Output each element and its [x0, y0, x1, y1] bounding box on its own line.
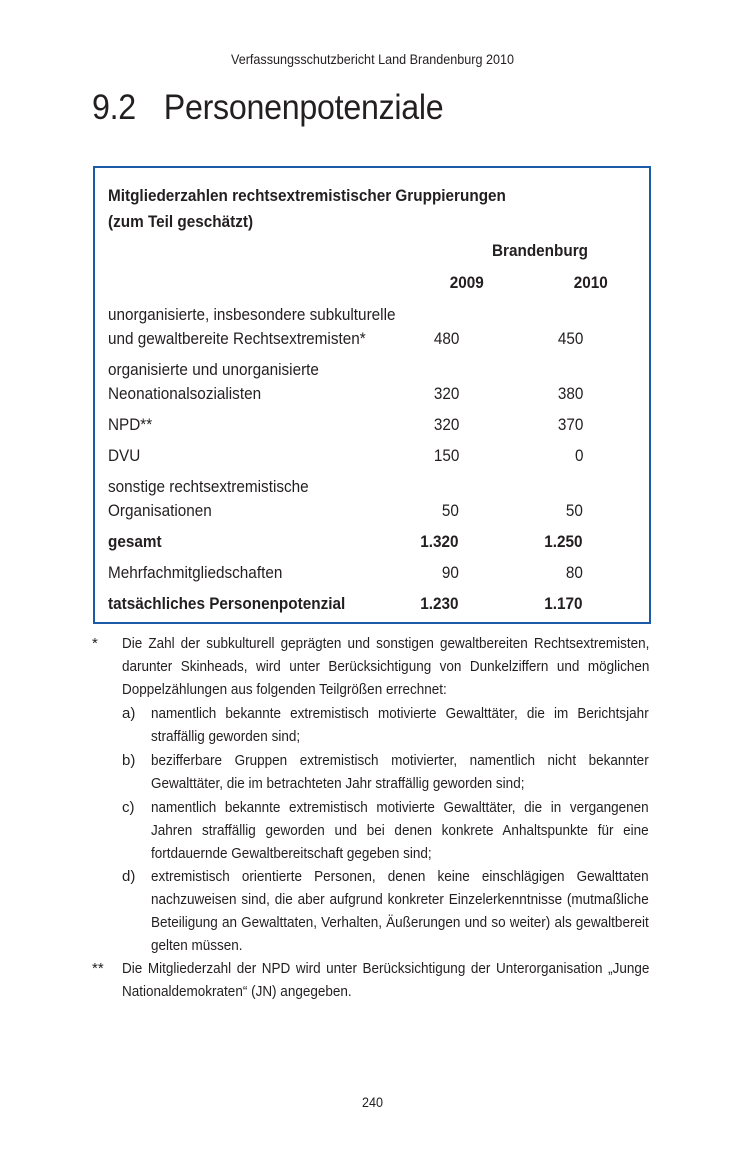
table-row-total: [108, 592, 610, 616]
list-item: [122, 796, 649, 865]
value-2010: 380: [557, 384, 583, 403]
value-2009: 90: [441, 563, 459, 582]
column-group-header: Brandenburg: [491, 241, 589, 260]
footnote-text: Die Mitgliederzahl der NPD wird unter Berücksichtigung der Unterorganisation „Junge Nationaldemokraten“ (JN) angegeben.: [122, 960, 650, 1000]
table-row: [108, 303, 610, 351]
table-row: [108, 413, 610, 437]
list-item-text: extremistisch orientierte Personen, denen keine einschlägigen Gewalttaten nachzuweisen sind, die aber aufgrund konkreter Einzelerkenntnisse (mutmaßliche Beteiligung an Gewalttaten, Verhalten, Äußerungen und so weiter) als gewaltbereit gelten müssen.: [151, 868, 649, 954]
list-item: [122, 702, 649, 748]
section-title: [92, 88, 443, 128]
value-2009: 480: [433, 329, 459, 348]
value-2009: 1.230: [420, 594, 459, 613]
table-title-line2: (zum Teil geschätzt): [108, 212, 254, 231]
list-marker: c): [122, 799, 135, 816]
table-title: [108, 183, 506, 235]
row-label: DVU: [108, 446, 141, 465]
list-item: [122, 749, 649, 795]
list-item-text: bezifferbare Gruppen extremistisch motivierter, namentlich nicht bekannter Gewalttäter, die im betrachteten Jahr straffällig geworden sind;: [151, 752, 649, 792]
value-2009: 320: [433, 384, 459, 403]
list-item: [122, 865, 649, 957]
running-head: Verfassungsschutzbericht Land Brandenburg 2010: [230, 51, 514, 67]
table-row-total: [108, 530, 610, 554]
table-row: [108, 444, 610, 468]
value-2010: 80: [565, 563, 583, 582]
table-title-line1: Mitgliederzahlen rechtsextremistischer Gruppierungen: [108, 186, 506, 205]
value-2010: 0: [574, 446, 583, 465]
section-title-text: Personenpotenziale: [163, 88, 444, 127]
row-label-line2: Neonationalsozialisten: [108, 384, 262, 403]
value-2010: 1.170: [544, 594, 583, 613]
row-label: tatsächliches Personenpotenzial: [108, 594, 346, 613]
row-label-line1: sonstige rechtsextremistische: [108, 477, 309, 496]
row-label: Mehrfachmitgliedschaften: [108, 563, 283, 582]
list-item-text: namentlich bekannte extremistisch motivierte Gewalttäter, die im Berichtsjahr straffällig geworden sind;: [151, 705, 649, 745]
table-row: [108, 475, 610, 523]
row-label-line1: unorganisierte, insbesondere subkulturelle: [108, 305, 396, 324]
footnote-marker: **: [92, 960, 104, 977]
table-row: [108, 358, 610, 406]
row-label-line2: und gewaltbereite Rechtsextremisten*: [108, 329, 366, 348]
footnote: [92, 957, 649, 1003]
row-label: NPD**: [108, 415, 153, 434]
row-label-line2: Organisationen: [108, 501, 212, 520]
list-item-text: namentlich bekannte extremistisch motivierte Gewalttäter, die in vergangenen Jahren straffällig geworden und bei denen konkrete Anhaltspunkte für eine fortdauernde Gewaltbereitschaft gegeben sind;: [151, 799, 649, 862]
value-2009: 320: [433, 415, 459, 434]
page-number: 240: [361, 1094, 384, 1110]
footnote-marker: *: [92, 635, 98, 652]
footnote-text: Die Zahl der subkulturell geprägten und sonstigen gewaltbereiten Rechtsextremisten, darunter Skinheads, wird unter Berücksichtigung von Dunkelziffern und möglichen Doppelzählungen aus folgenden Teilgrößen errechnet:: [122, 635, 650, 698]
value-2009: 50: [441, 501, 459, 520]
section-number: 9.2: [92, 88, 136, 127]
table-row: [108, 561, 610, 585]
value-2010: 450: [557, 329, 583, 348]
value-2010: 370: [557, 415, 583, 434]
list-marker: d): [122, 868, 136, 885]
row-label-line1: organisierte und unorganisierte: [108, 360, 319, 379]
value-2009: 1.320: [420, 532, 459, 551]
value-2009: 150: [433, 446, 459, 465]
membership-table: [93, 166, 651, 624]
column-header-2009: 2009: [449, 273, 484, 292]
column-header-2010: 2010: [573, 273, 608, 292]
row-label: gesamt: [108, 532, 162, 551]
value-2010: 50: [565, 501, 583, 520]
list-marker: b): [122, 752, 136, 769]
footnote: [92, 632, 649, 701]
value-2010: 1.250: [544, 532, 583, 551]
list-marker: a): [122, 705, 136, 722]
